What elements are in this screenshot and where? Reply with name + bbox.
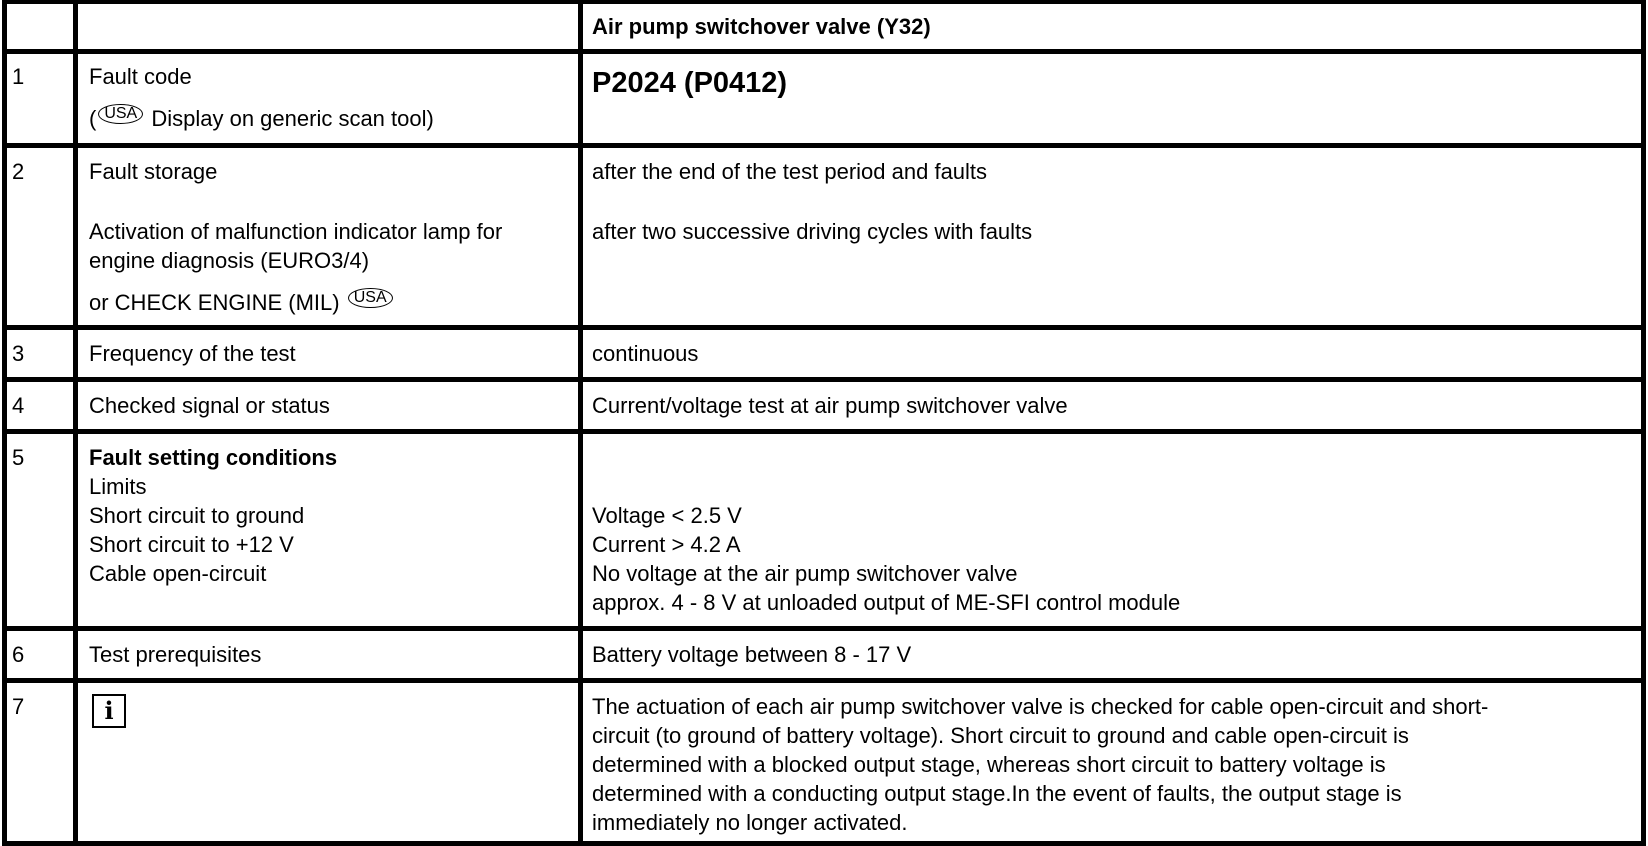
row-label: Test prerequisites xyxy=(89,642,262,667)
condition-value: Voltage < 2.5 V xyxy=(592,503,742,528)
table-border-right xyxy=(1641,0,1646,846)
row-label: Fault code xyxy=(89,64,192,89)
row-label: Frequency of the test xyxy=(89,341,296,366)
condition-item: Limits xyxy=(89,474,147,499)
column-divider-2 xyxy=(578,0,583,846)
row-number: 7 xyxy=(12,694,25,719)
fault-code-value: P2024 (P0412) xyxy=(592,67,788,99)
note-line: immediately no longer activated. xyxy=(592,810,908,835)
condition-item: Cable open-circuit xyxy=(89,561,267,586)
row-number: 2 xyxy=(12,159,25,184)
row-label-mil-line1: Activation of malfunction indicator lamp for xyxy=(89,219,503,244)
usa-badge-icon: USA xyxy=(348,288,393,308)
column-divider-1 xyxy=(73,0,78,846)
row-divider-7 xyxy=(2,678,1646,683)
row-label-mil-line3 xyxy=(89,288,395,317)
row-value: Current/voltage test at air pump switchover valve xyxy=(592,393,1068,418)
table-border-left xyxy=(2,0,7,846)
row-value-mil: after two successive driving cycles with faults xyxy=(592,219,1033,244)
condition-values xyxy=(592,501,1180,617)
row-label: Fault storage xyxy=(89,159,218,184)
note-line: circuit (to ground of battery voltage). Short circuit to ground and cable open-circuit is xyxy=(592,723,1409,748)
row-divider-6 xyxy=(2,626,1646,631)
row-number: 4 xyxy=(12,393,25,418)
condition-value: approx. 4 - 8 V at unloaded output of ME-SFI control module xyxy=(592,590,1181,615)
row-divider-5 xyxy=(2,429,1646,434)
condition-item: Short circuit to +12 V xyxy=(89,532,294,557)
row-label-line2 xyxy=(89,104,434,133)
usa-badge-icon: USA xyxy=(98,104,143,124)
note-line: determined with a blocked output stage, whereas short circuit to battery voltage is xyxy=(592,752,1386,777)
condition-list xyxy=(89,472,304,588)
row-number: 3 xyxy=(12,341,25,366)
table-border-bottom xyxy=(2,841,1646,846)
note-line: The actuation of each air pump switchover valve is checked for cable open-circuit and short- xyxy=(592,694,1489,719)
info-icon: i xyxy=(92,694,126,728)
row-number: 1 xyxy=(12,64,25,89)
row-number: 5 xyxy=(12,445,25,470)
condition-value: No voltage at the air pump switchover valve xyxy=(592,561,1018,586)
row-divider-2 xyxy=(2,143,1646,148)
condition-item: Short circuit to ground xyxy=(89,503,305,528)
condition-value: Current > 4.2 A xyxy=(592,532,741,557)
row-value: Battery voltage between 8 - 17 V xyxy=(592,642,912,667)
note-line: determined with a conducting output stage.In the event of faults, the output stage is xyxy=(592,781,1402,806)
table-title: Air pump switchover valve (Y32) xyxy=(592,14,931,39)
paren-open: ( xyxy=(89,106,97,131)
row-divider-4 xyxy=(2,377,1646,382)
row-number: 6 xyxy=(12,642,25,667)
row-divider-1 xyxy=(2,49,1646,54)
row-label: Checked signal or status xyxy=(89,393,330,418)
mil-text: or CHECK ENGINE (MIL) xyxy=(89,290,340,315)
row-label: Fault setting conditions xyxy=(89,445,338,470)
row-label-mil-line2: engine diagnosis (EURO3/4) xyxy=(89,248,370,273)
row-value: after the end of the test period and faults xyxy=(592,159,988,184)
info-note xyxy=(592,692,1488,837)
row-divider-3 xyxy=(2,325,1646,330)
table-border-top xyxy=(2,0,1646,4)
scan-tool-note: Display on generic scan tool) xyxy=(145,106,434,131)
row-value: continuous xyxy=(592,341,699,366)
